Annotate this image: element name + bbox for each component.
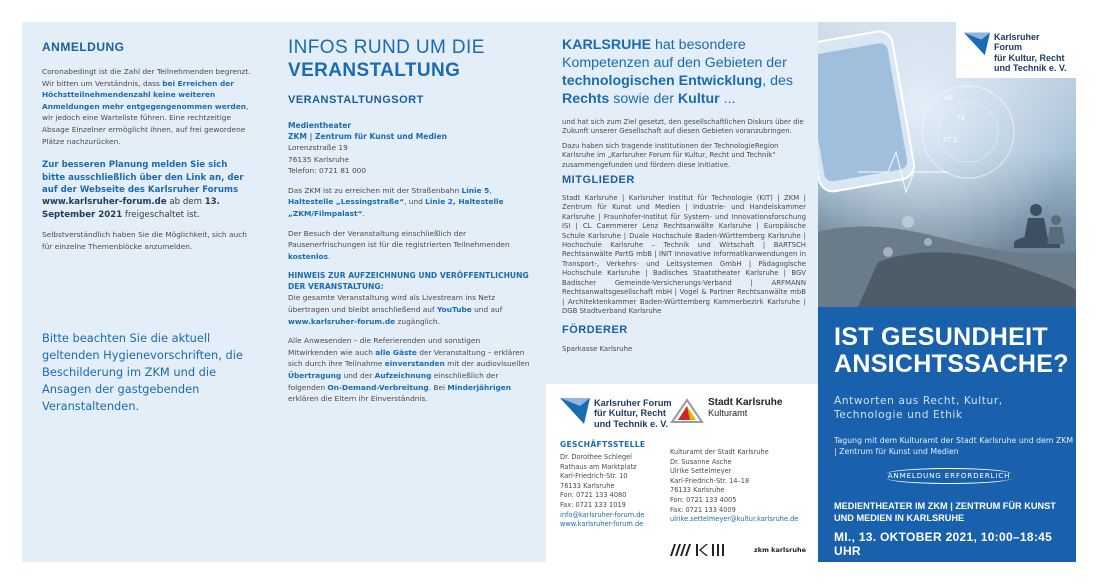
registration-paragraph-3: Selbstverständlich haben Sie die Möglichkeit, sich auch für einzelne Themenblöcke anzumelden.	[42, 230, 247, 251]
cover-panel	[818, 22, 1076, 562]
karlsruhe-paragraph-1: und hat sich zum Ziel gesetzt, den gesellschaftlichen Diskurs über die Zukunft unserer Gesellschaft auf diesen Gebieten voranzubringen.	[562, 118, 804, 136]
registration-paragraph-2: Zur besseren Planung melden Sie sich bitte ausschließlich über den Link an, der auf der Webseite des Karlsruher Forums www.karlsruher-forum.de ab dem 13. September 2021 freigeschaltet ist.	[42, 160, 244, 220]
cover-date: MI., 13. OKTOBER 2021, 10:00–18:45 UHR	[834, 530, 1053, 558]
recording-info: Die gesamte Veranstaltung wird als Livestream ins Netz übertragen und bleibt anschließend auf YouTube und auf www.karlsruher-forum.de zugänglich.	[288, 293, 503, 326]
karlsruhe-paragraph-2: Dazu haben sich tragende Institutionen der TechnologieRegion Karlsruhe im „Karlsruher Forum für Kultur, Recht und Technik“ zusammengefunden und fördern diese Initiative.	[562, 141, 779, 169]
karlsruhe-panel	[546, 22, 818, 384]
forum-logo-icon	[560, 398, 590, 422]
venue-heading: VERANSTALTUNGSORT	[288, 94, 424, 106]
members-heading: MITGLIEDER	[562, 174, 635, 187]
recording-heading: HINWEIS ZUR AUFZEICHNUNG UND VERÖFFENTLICHUNG DER VERANSTALTUNG:	[288, 271, 529, 292]
cover-forum-logo: Karlsruher Forum für Kultur, Recht und Technik e. V.	[956, 22, 1076, 78]
catering-info: Der Besuch der Veranstaltung einschließlich der Pausenerfrischungen ist für die registrierten Teilnehmenden kostenlos.	[288, 228, 510, 261]
event-info-title: INFOS RUND UM DIE VERANSTALTUNG	[288, 37, 485, 81]
kulturamt-contact: Kulturamt der Stadt Karlsruhe Dr. Susanne Asche Ulrike Settelmeyer Karl-Friedrich-Str. 14–18 76133 Karlsruhe Fon: 0721 133 4005 Fax: 0721 133 4009 ulrike.settelmeyer@kultur.karlsruhe.de	[670, 448, 810, 525]
kulturamt-email-link[interactable]: ulrike.settelmeyer@kultur.karlsruhe.de	[670, 515, 799, 524]
cover-title: IST GESUNDHEIT ANSICHTSSACHE?	[834, 323, 1069, 378]
event-info-panel	[270, 22, 546, 562]
sponsors-heading: FÖRDERER	[562, 324, 628, 337]
stadt-karlsruhe-logo-icon	[670, 398, 704, 422]
office-contact: GESCHÄFTSSTELLE Dr. Dorothee Schlegel Rathaus am Marktplatz Karl-Friedrich-Str. 10 76133 Karlsruhe Fon: 0721 133 4080 Fax: 0721 133 1019 info@karlsruher-forum.de www.karlsruher-forum.de	[560, 440, 682, 530]
venue-city: 76135 Karlsruhe	[288, 154, 350, 164]
forum-logo: Karlsruher Forum für Kultur, Recht und Technik e. V.	[560, 398, 672, 429]
venue-org: ZKM | Zentrum für Kunst und Medien	[288, 132, 448, 141]
office-web-link[interactable]: www.karlsruher-forum.de	[560, 520, 644, 529]
photo-number-3: 37.2	[942, 136, 958, 144]
photo-number-1: 46	[944, 94, 953, 102]
stadt-karlsruhe-logo: Stadt Karlsruhe Kulturamt	[670, 398, 782, 422]
venue-phone: Telefon: 0721 81 000	[288, 166, 367, 176]
cover-description: Tagung mit dem Kulturamt der Stadt Karlsruhe und dem ZKM | Zentrum für Kunst und Medien	[834, 436, 1074, 456]
transit-info: Das ZKM ist zu erreichen mit der Straßenbahn Linie 5, Haltestelle „Lessingstraße“, und Linie 2, Haltestelle „ZKM/Filmpalast“.	[288, 185, 504, 218]
zkm-logo-icon	[670, 544, 750, 556]
hygiene-notice: Bitte beachten Sie die aktuell geltenden Hygienevorschriften, die Beschilderung im ZKM und die Ansagen der gastgebenden Veranstaltenden.	[42, 331, 243, 413]
cover-subtitle: Antworten aus Recht, Kultur, Technologie und Ethik	[834, 395, 1003, 421]
venue-name: Medientheater	[288, 121, 352, 130]
cover-venue: MEDIENTHEATER IM ZKM | ZENTRUM FÜR KUNST UND MEDIEN IN KARLSRUHE	[834, 501, 1056, 523]
venue-street: Lorenzstraße 19	[288, 143, 348, 152]
sponsors-list: Sparkasse Karlsruhe	[562, 345, 633, 354]
registration-required-badge: ANMELDUNG ERFORDERLICH	[886, 468, 1012, 484]
registration-paragraph-1: Coronabedingt ist die Zahl der Teilnehmenden begrenzt. Wir bitten um Verständnis, dass bei Erreichen der Höchstteilnehmendenzahl keine weiteren Anmeldungen mehr entgegengenommen werden, wir jedoch eine Warteliste führen. Eine rechtzeitige Absage Einzelner ermöglicht ihnen, auf frei gewordene Plätze nachzurücken.	[42, 67, 251, 146]
office-heading: GESCHÄFTSSTELLE	[560, 440, 646, 449]
contact-panel	[546, 384, 818, 562]
registration-panel	[22, 22, 270, 562]
cover-photo	[818, 22, 1076, 307]
zkm-logo: zkm karlsruhe	[670, 544, 806, 556]
registration-heading: ANMELDUNG	[42, 40, 125, 54]
karlsruhe-headline: KARLSRUHE hat besondere Kompetenzen auf den Gebieten der technologischen Entwicklung, des Rechts sowie der Kultur ...	[562, 37, 793, 107]
photo-number-2: 73	[956, 114, 965, 122]
forum-website-link[interactable]: www.karlsruher-forum.de	[42, 197, 167, 208]
forum-website-link-2[interactable]: www.karlsruher-forum.de	[288, 316, 396, 326]
members-list: Stadt Karlsruhe | Karlsruher Institut für Technologie (KIT) | ZKM | Zentrum für Kunst und Medien | Industrie- und Handelskammer Karlsruhe | Fraunhofer-Institut für System- und Innovationsforschung ISI | CL Caemmerer Lenz Rechtsanwälte Karlsruhe | Europäische Schule Karlsruhe | Duale Hochschule Baden-Württemberg Karlsruhe | Hochschule Karlsruhe – Technik und Wirtschaft | BARTSCH Rechtsanwälte PartG mbB | INIT Innovative Informatikanwendungen in Transport-, Verkehrs- und Leitsystemen GmbH | Pädagogische Hochschule Karlsruhe | Badisches Staatstheater Karlsruhe | BGV Badischer Gemeinde-Versicherungs-Verband | ARFMANN Rechtsanwaltsgesellschaft mbH | Vogel & Partner Rechtsanwälte mbB | Architektenkammer Baden-Württemberg Kammerbezirk Karlsruhe | DGB Stadtverband Karlsruhe	[562, 194, 806, 315]
consent-info: Alle Anwesenden – die Referierenden und sonstigen Mitwirkenden wie auch alle Gäste der Veranstaltung – erklären sich durch ihre Teilnahme einverstanden mit der audiovisuellen Übertragung und der Aufzeichnung einschließlich der folgenden On-Demand-Verbreitung. Bei Minderjährigen erklären die Eltern ihr Einverständnis.	[288, 336, 530, 404]
cover-forum-logo-icon	[964, 32, 990, 56]
office-email-link[interactable]: info@karlsruher-forum.de	[560, 510, 645, 519]
